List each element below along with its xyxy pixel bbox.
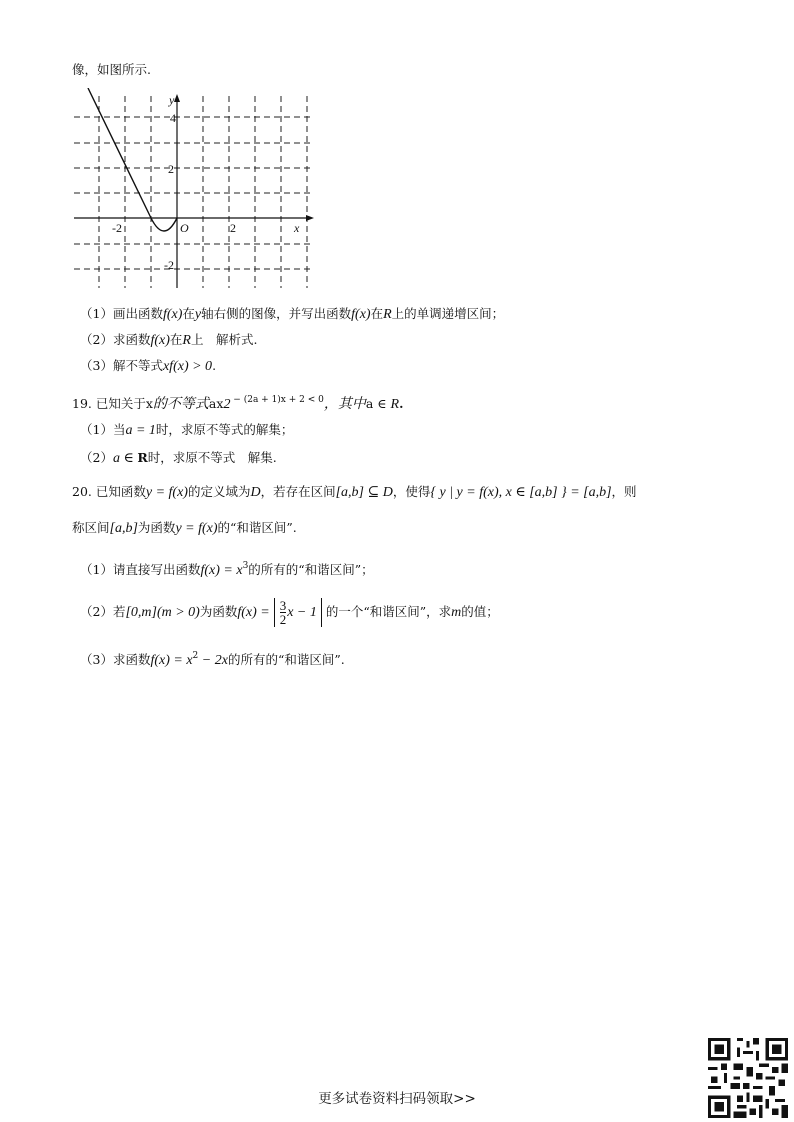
x-axis-arrow bbox=[306, 215, 314, 221]
q20-stem-line2: 称区间[a,b]为函数y = f(x)的“和谐区间”. bbox=[72, 520, 297, 536]
q20-part3: （3）求函数$f(x) = x^2 - 2x$的所有的“和谐区间”. bbox=[80, 651, 345, 668]
tick-y-2: 2 bbox=[168, 162, 174, 176]
tick-y-4: 4 bbox=[170, 111, 176, 125]
q19-part1: （1）当a = 1时，求原不等式的解集； bbox=[80, 422, 294, 438]
function-graph bbox=[72, 88, 322, 298]
grid bbox=[74, 96, 312, 288]
tick-y-neg2: -2 bbox=[164, 258, 174, 272]
tick-x-2: 2 bbox=[230, 221, 236, 235]
q18-part1: （1）画出函数f(x)在y轴右侧的图像，并写出函数f(x)在R上的单调递增区间； bbox=[80, 306, 505, 322]
q19-stem: 19. 已知关于x的不等式ax2 $^{- (2a + 1)x + 2 < 0}$，其中a ∈ R. bbox=[72, 395, 404, 412]
y-axis-arrow bbox=[174, 94, 180, 102]
y-axis-label: y bbox=[169, 93, 175, 107]
q18-part3: （3）解不等式xf(x) > 0. bbox=[80, 358, 217, 374]
q18-part2: （2）求函数f(x)在R上 解析式. bbox=[80, 332, 258, 348]
tick-x-neg2: -2 bbox=[112, 221, 122, 235]
intro-text: 像，如图所示. bbox=[72, 62, 151, 77]
curve bbox=[88, 88, 177, 231]
q20-part2: （2）若[0,m](m > 0)为函数f(x) = $\frac{3}{2}$ x − 1 的一个“和谐区间”，求m的值； bbox=[80, 598, 499, 627]
abs-expression: $\frac{3}{2}$ x − 1 bbox=[274, 598, 322, 627]
q19-part2: （2）a ∈ R时，求原不等式 解集. bbox=[80, 450, 277, 466]
origin-label: O bbox=[180, 221, 189, 235]
q20-stem-line1: 20. 已知函数y = f(x)的定义域为D，若存在区间[a,b] ⊆ D，使得{ y | y = f(x), x ∈ [a,b] } = [a,b]，则 bbox=[72, 484, 637, 500]
footer-text: 更多试卷资料扫码领取>> bbox=[318, 1091, 476, 1107]
q20-part1: （1）请直接写出函数$f(x) = x^3$的所有的“和谐区间”； bbox=[80, 561, 374, 578]
x-axis-label: x bbox=[294, 221, 300, 235]
